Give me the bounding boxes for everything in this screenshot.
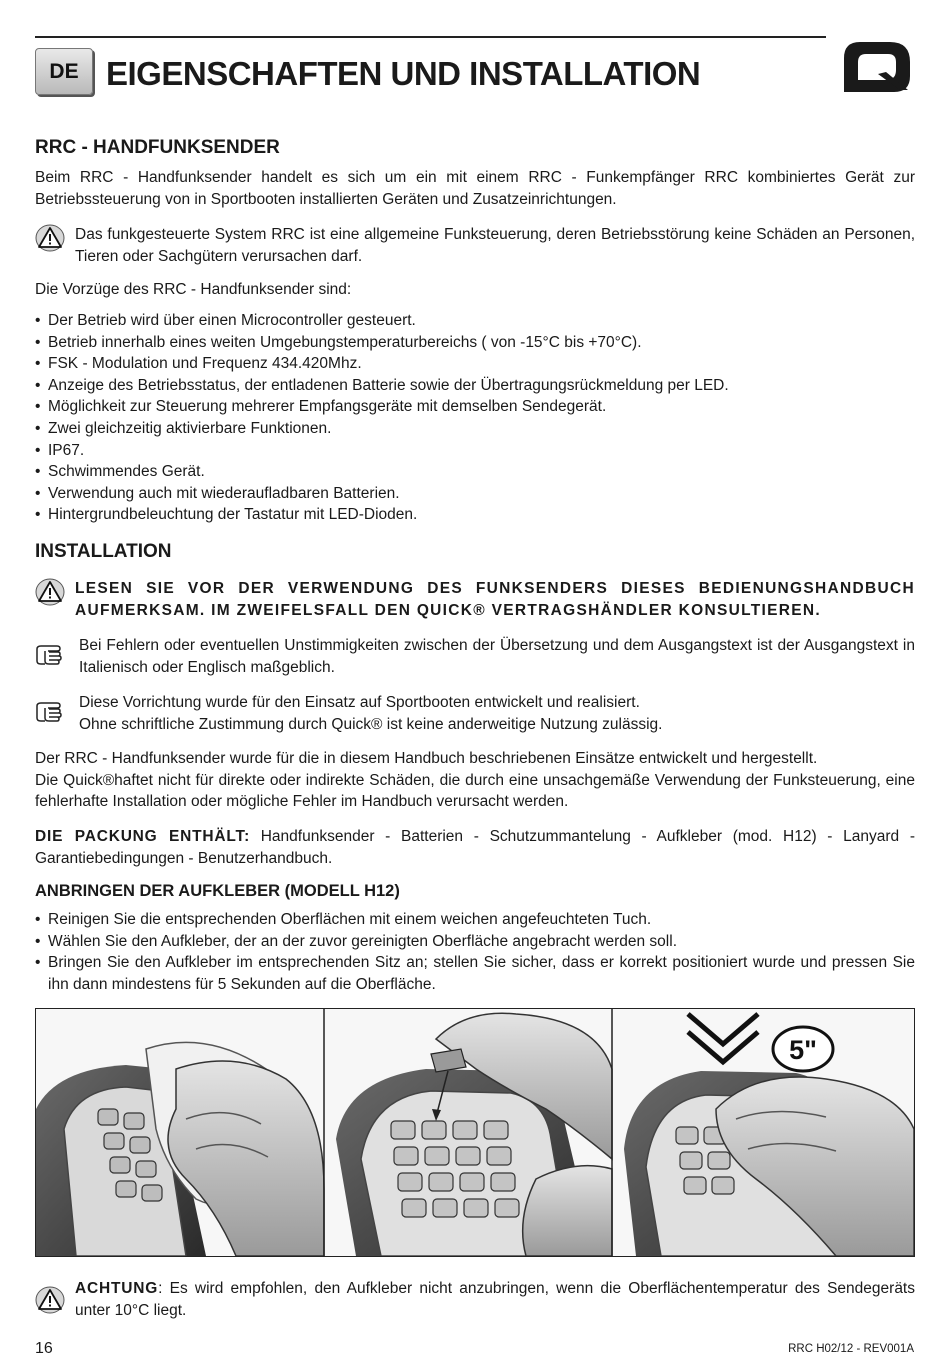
liability-paragraph bbox=[35, 748, 915, 813]
page-title: EIGENSCHAFTEN UND INSTALLATION bbox=[106, 55, 701, 92]
advantages-intro: Die Vorzüge des RRC - Handfunksender sind: bbox=[35, 281, 352, 298]
list-item: • Möglichkeit zur Steuerung mehrerer Empfangsgeräte mit demselben Sendegerät. bbox=[35, 396, 915, 418]
sticker-application-illustration bbox=[35, 1008, 915, 1257]
caution-text bbox=[75, 1278, 915, 1321]
panel-position-sticker bbox=[325, 1009, 612, 1256]
warning-triangle-icon bbox=[35, 578, 65, 606]
advantages-list bbox=[35, 310, 915, 526]
hand-note-usage bbox=[35, 692, 915, 735]
usage-note-line-1: Diese Vorrichtung wurde für den Einsatz auf Sportbooten entwickelt und realisiert. bbox=[79, 694, 640, 711]
list-item: • IP67. bbox=[35, 440, 915, 462]
list-item: • FSK - Modulation und Frequenz 434.420Mhz. bbox=[35, 353, 915, 375]
list-item: • Der Betrieb wird über einen Microcontroller gesteuert. bbox=[35, 310, 915, 332]
intro-paragraph: Beim RRC - Handfunksender handelt es sich um ein mit einem RRC - Funkempfänger RRC kombiniertes Gerät zur Betriebssteuerung von in Sportbooten installierten Geräten und Zusatzeinrichtungen. bbox=[35, 169, 915, 208]
language-badge: DE bbox=[35, 48, 93, 95]
panel-clean-surface bbox=[36, 1009, 324, 1256]
list-item: • Bringen Sie den Aufkleber im entsprechenden Sitz an; stellen Sie sicher, dass er korrekt positioniert wurde und pressen Sie ihn dann mindestens für 5 Sekunden auf die Oberfläche. bbox=[35, 952, 915, 995]
document-code: RRC H02/12 - REV001A bbox=[788, 1343, 914, 1355]
list-item: • Verwendung auch mit wiederaufladbaren Batterien. bbox=[35, 483, 915, 505]
package-label: DIE PACKUNG ENTHÄLT: bbox=[35, 828, 251, 845]
section-heading-stickers: ANBRINGEN DER AUFKLEBER (MODELL H12) bbox=[35, 882, 400, 900]
warning-note-read-manual bbox=[35, 578, 915, 621]
list-item: • Betrieb innerhalb eines weiten Umgebungstemperaturbereichs ( von -15°C bis +70°C). bbox=[35, 332, 915, 354]
warning-note-system bbox=[35, 224, 915, 267]
illustration-panels bbox=[36, 1009, 914, 1256]
usage-note-text bbox=[79, 692, 915, 735]
quick-logo-icon bbox=[838, 36, 916, 94]
hand-note-translation bbox=[35, 635, 915, 678]
panel-press-sticker bbox=[613, 1009, 914, 1256]
pointing-hand-icon bbox=[35, 639, 75, 667]
page-number: 16 bbox=[35, 1340, 53, 1357]
list-item: • Reinigen Sie die entsprechenden Oberflächen mit einem weichen angefeuchteten Tuch. bbox=[35, 909, 915, 931]
package-contents bbox=[35, 826, 915, 869]
list-item: • Wählen Sie den Aufkleber, der an der zuvor gereinigten Oberfläche angebracht werden soll. bbox=[35, 931, 915, 953]
warning-caps-text: LESEN SIE VOR DER VERWENDUNG DES FUNKSENDERS DIESES BEDIENUNGSHANDBUCH AUFMERKSAM. IM ZWEIFELSFALL DEN QUICK® VERTRAGSHÄNDLER KONSULTIEREN. bbox=[75, 580, 915, 619]
list-item: • Schwimmendes Gerät. bbox=[35, 461, 915, 483]
list-item: • Zwei gleichzeitig aktivierbare Funktionen. bbox=[35, 418, 915, 440]
press-duration-label: 5" bbox=[789, 1035, 817, 1065]
pointing-hand-icon bbox=[35, 696, 75, 724]
list-item: • Anzeige des Betriebsstatus, der entladenen Batterie sowie der Übertragungsrückmeldung per LED. bbox=[35, 375, 915, 397]
liability-line-2: Die Quick®haftet nicht für direkte oder indirekte Schäden, die durch eine unsachgemäße Verwendung der Funksteuerung, eine fehlerhafte Installation oder mögliche Fehler im Handbuch verursacht werden. bbox=[35, 771, 915, 810]
header-rule bbox=[35, 36, 826, 38]
list-item: • Hintergrundbeleuchtung der Tastatur mit LED-Dioden. bbox=[35, 504, 915, 526]
package-text: Handfunksender - Batterien - Schutzummantelung - Aufkleber (mod. H12) - Lanyard - Garantiebedingungen - Benutzerhandbuch. bbox=[35, 828, 915, 867]
liability-line-1: Der RRC - Handfunksender wurde für die in diesem Handbuch beschriebenen Einsätze entwickelt und hergestellt. bbox=[35, 750, 818, 767]
warning-text: Das funkgesteuerte System RRC ist eine allgemeine Funksteuerung, deren Betriebsstörung keine Schäden an Personen, Tieren oder Sachgütern verursachen darf. bbox=[75, 226, 915, 265]
warning-triangle-icon bbox=[35, 1286, 65, 1314]
caution-label: ACHTUNG bbox=[75, 1280, 159, 1297]
sticker-steps-list bbox=[35, 909, 915, 995]
warning-triangle-icon bbox=[35, 224, 65, 252]
caution-note-temperature bbox=[35, 1278, 915, 1321]
section-heading-rrc: RRC - HANDFUNKSENDER bbox=[35, 137, 280, 158]
translation-note-text: Bei Fehlern oder eventuellen Unstimmigkeiten zwischen der Übersetzung und dem Ausgangstext ist der Ausgangstext in Italienisch oder Englisch maßgeblich. bbox=[79, 637, 915, 676]
caution-body: : Es wird empfohlen, den Aufkleber nicht anzubringen, wenn die Oberflächentemperatur des Sendegeräts unter 10°C liegt. bbox=[75, 1280, 915, 1319]
usage-note-line-2: Ohne schriftliche Zustimmung durch Quick® ist keine anderweitige Nutzung zulässig. bbox=[79, 715, 663, 733]
section-heading-installation: INSTALLATION bbox=[35, 541, 172, 562]
